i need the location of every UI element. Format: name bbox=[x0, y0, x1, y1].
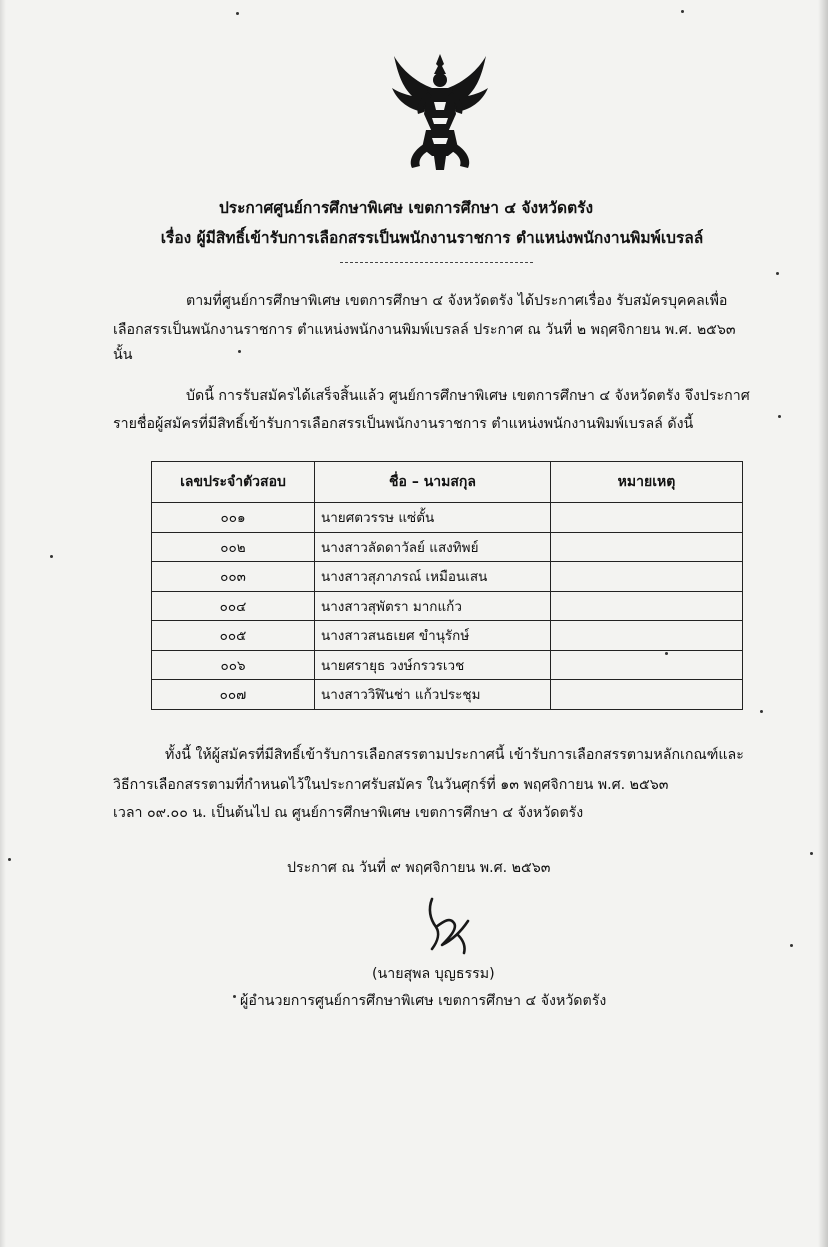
cell-exam-id: ๐๐๑ bbox=[152, 503, 315, 533]
cell-exam-id: ๐๐๗ bbox=[152, 680, 315, 710]
paragraph-1-line-2: เลือกสรรเป็นพนักงานราชการ ตำแหน่งพนักงานพิมพ์เบรลล์ ประกาศ ณ วันที่ ๒ พฤศจิกายน พ.ศ. ๒๕๖๓ bbox=[113, 322, 736, 338]
scan-speck bbox=[238, 350, 241, 353]
cell-note bbox=[551, 680, 743, 710]
scan-speck bbox=[236, 12, 239, 15]
cell-exam-id: ๐๐๒ bbox=[152, 532, 315, 562]
paragraph-2-line-1: บัดนี้ การรับสมัครได้เสร็จสิ้นแล้ว ศูนย์การศึกษาพิเศษ เขตการศึกษา ๔ จังหวัดตรัง จึงประกาศ bbox=[186, 388, 750, 404]
signer-position: ผู้อำนวยการศูนย์การศึกษาพิเศษ เขตการศึกษา ๔ จังหวัดตรัง bbox=[240, 993, 607, 1009]
scan-speck bbox=[8, 858, 11, 861]
column-header-exam-id: เลขประจำตัวสอบ bbox=[152, 462, 315, 503]
cell-exam-id: ๐๐๕ bbox=[152, 621, 315, 651]
cell-name: นายศรายุธ วงษ์กรวรเวช bbox=[315, 650, 551, 680]
heading-title: ประกาศศูนย์การศึกษาพิเศษ เขตการศึกษา ๔ จังหวัดตรัง bbox=[218, 199, 594, 217]
cell-name: นางสาวสุภาภรณ์ เหมือนเสน bbox=[315, 562, 551, 592]
cell-note bbox=[551, 562, 743, 592]
table-row bbox=[152, 621, 743, 651]
cell-note bbox=[551, 591, 743, 621]
cell-exam-id: ๐๐๓ bbox=[152, 562, 315, 592]
table-row bbox=[152, 562, 743, 592]
table-row bbox=[152, 650, 743, 680]
cell-name: นายศตวรรษ แซ่ตั้น bbox=[315, 503, 551, 533]
heading-subject: เรื่อง ผู้มีสิทธิ์เข้ารับการเลือกสรรเป็นพนักงานราชการ ตำแหน่งพนักงานพิมพ์เบรลล์ bbox=[160, 229, 704, 247]
column-header-note: หมายเหตุ bbox=[551, 462, 743, 503]
paragraph-1-line-3: นั้น bbox=[113, 347, 133, 363]
table-row bbox=[152, 680, 743, 710]
scan-speck bbox=[776, 272, 779, 275]
cell-name: นางสาวสนธเยศ ขำนุรักษ์ bbox=[315, 621, 551, 651]
announcement-date: ประกาศ ณ วันที่ ๙ พฤศจิกายน พ.ศ. ๒๕๖๓ bbox=[287, 860, 551, 876]
heading-divider bbox=[340, 262, 533, 263]
paragraph-3-line-2: วิธีการเลือกสรรตามที่กำหนดไว้ในประกาศรับสมัคร ในวันศุกร์ที่ ๑๓ พฤศจิกายน พ.ศ. ๒๕๖๓ bbox=[113, 777, 669, 793]
cell-note bbox=[551, 650, 743, 680]
scan-speck bbox=[790, 944, 793, 947]
paragraph-3-line-1: ทั้งนี้ ให้ผู้สมัครที่มีสิทธิ์เข้ารับการเลือกสรรตามประกาศนี้ เข้ารับการเลือกสรรตามหลักเกณฑ์และ bbox=[165, 747, 744, 763]
cell-note bbox=[551, 621, 743, 651]
table-row bbox=[152, 503, 743, 533]
cell-note bbox=[551, 503, 743, 533]
cell-exam-id: ๐๐๖ bbox=[152, 650, 315, 680]
scan-speck bbox=[810, 852, 813, 855]
garuda-emblem-icon bbox=[386, 52, 494, 172]
paragraph-1-line-1: ตามที่ศูนย์การศึกษาพิเศษ เขตการศึกษา ๔ จังหวัดตรัง ได้ประกาศเรื่อง รับสมัครบุคคลเพื่อ bbox=[186, 293, 728, 309]
candidate-table bbox=[151, 461, 743, 710]
scan-speck bbox=[778, 415, 781, 418]
scan-speck bbox=[50, 555, 53, 558]
table-row bbox=[152, 532, 743, 562]
cell-note bbox=[551, 532, 743, 562]
paragraph-2-line-2: รายชื่อผู้สมัครที่มีสิทธิ์เข้ารับการเลือกสรรเป็นพนักงานราชการ ตำแหน่งพนักงานพิมพ์เบรลล์ ดังนี้ bbox=[113, 416, 694, 432]
cell-name: นางสาวสุพัตรา มากแก้ว bbox=[315, 591, 551, 621]
scan-speck bbox=[233, 995, 236, 998]
scan-speck bbox=[760, 710, 763, 713]
cell-exam-id: ๐๐๔ bbox=[152, 591, 315, 621]
scan-speck bbox=[681, 10, 684, 13]
cell-name: นางสาววิฬินช่า แก้วประชุม bbox=[315, 680, 551, 710]
handwritten-signature-icon bbox=[418, 895, 480, 957]
page-edge-shadow-right bbox=[818, 0, 828, 1247]
paragraph-3-line-3: เวลา ๐๙.๐๐ น. เป็นต้นไป ณ ศูนย์การศึกษาพิเศษ เขตการศึกษา ๔ จังหวัดตรัง bbox=[113, 805, 584, 821]
table-header-row bbox=[152, 462, 743, 503]
column-header-name: ชื่อ – นามสกุล bbox=[315, 462, 551, 503]
table-row bbox=[152, 591, 743, 621]
signer-name: (นายสุพล บุญธรรม) bbox=[372, 966, 495, 982]
scan-speck bbox=[665, 652, 668, 655]
cell-name: นางสาวลัดดาวัลย์ แสงทิพย์ bbox=[315, 532, 551, 562]
page-edge-shadow-left bbox=[0, 0, 6, 1247]
